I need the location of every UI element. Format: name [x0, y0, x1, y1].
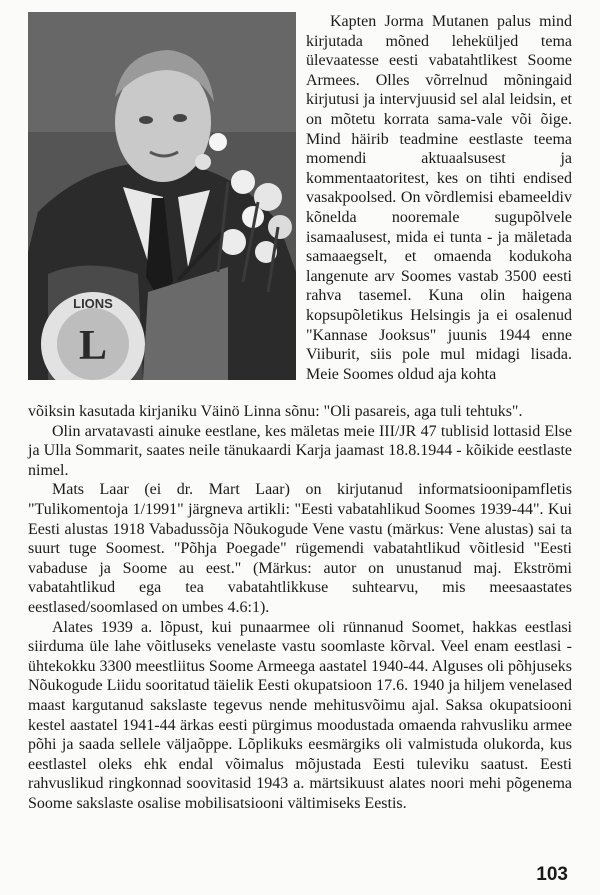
- speaker-photo: [28, 12, 296, 380]
- paragraph-2: Olin arvatavasti ainuke eestlane, kes mäletas meie III/JR 47 tublisid lottasid Else ja Ulla Sommarit, saates neile tänukaardi Karja jaamast 18.8.1944 - kõikide eestlaste nimel.: [28, 422, 572, 479]
- paragraph-3: Mats Laar (ei dr. Mart Laar) on kirjutanud informatsioonipamfletis "Tulikomentoja 1/1991" järgneva artikli: "Eesti vabatahlikud Soomes 1939-44". Kui Eesti alustas 1918 Vabadussõja Nõukogude Vene vastu (märkus: Vene alustas) sai ta suurt tuge Soomest. "Põhja Poegade" rügemendi vabatahtlikud võitlesid "Eesti vabaduse ja Soome au eest." (Märkus: autor on unustanud maj. Ekströmi vabatahtlikud ega tea vabatahtlikkuse suhtearvu, mis meesaastates eestlased/soomlased on umbes 4.6:1).: [28, 481, 572, 616]
- paragraph-1-end: võiksin kasutada kirjaniku Väinö Linna sõnu: "Oli pasareis, aga tuli tehtuks".: [28, 403, 523, 420]
- emblem-text: LIONS: [73, 296, 113, 311]
- article-text-wrap: [306, 12, 572, 384]
- page-number: 103: [536, 864, 568, 885]
- paragraph-1-wrap: Kapten Jorma Mutanen palus mind kirjutada mõned leheküljed temа ülevaatesse eesti vabatahtlikest Soome Armees. Olles võrrelnud mõningaid kirjutusi ja intervjuusid sel alal leidsin, et on mõtetu korrata sama-vale või õige. Mind häirib teadmine eestlaste teema momendi aktuaalsusest ja kommentaatoritest, kes on tihti endised vasakpoolsed. On võrdlemisi ebameeldiv kõnelda nooremale sugupõlvele isamaalusest, mida ei tunta - ja mäletada samaaegselt, et omaenda kodukoha langenute arv Soomes vastab 3500 eesti rahva tasemel. Kuna olin haigena kopsupõletikus Helsingis ja ei osalenud "Kannase Jooksus" juunis 1944 enne Viiburit, siis pole mul midagi lisada. Meie Soomes oldud aja kohta: [306, 13, 572, 383]
- paragraph-4: Alates 1939 a. lõpust, kui punaarmee oli rünnanud Soomet, hakkas eestlasi siirduma üle lahe võitluseks venelaste vastu soomlaste kõrval. Veel enam eestlasi - ühtekokku 3300 meestliitus Soome Armeega aastatel 1940-44. Alguses oli põhjuseks Nõukogude Liidu sooritatud täielik Eesti okupatsioon 17.6. 1940 ja hiljem venelased maast kargutanud sakslaste tegevus nende mehitusvõimu ajal. Saksa okupatsiooni kestel aastatel 1941-44 ärkas eesti pürgimus moodustada omaenda rahvusliku armee põhi ja saada sellele väljaõppe. Lõplikuks eesmärgiks oli valmistuda olukorda, kus eestlastel oleks ehk endal võimalus mõjustada Eesti tuleviku saatust. Eesti rahvuslikud ringkonnad soovitasid 1943 a. märtsikuust alates noori mehi põgenema Soome sakslaste osalise mobilisatsiooni vältimiseks Eestis.: [28, 618, 572, 812]
- emblem-letter: L: [78, 323, 108, 369]
- speaker-photo-illustration: [28, 12, 296, 380]
- article-text-full: [28, 402, 572, 813]
